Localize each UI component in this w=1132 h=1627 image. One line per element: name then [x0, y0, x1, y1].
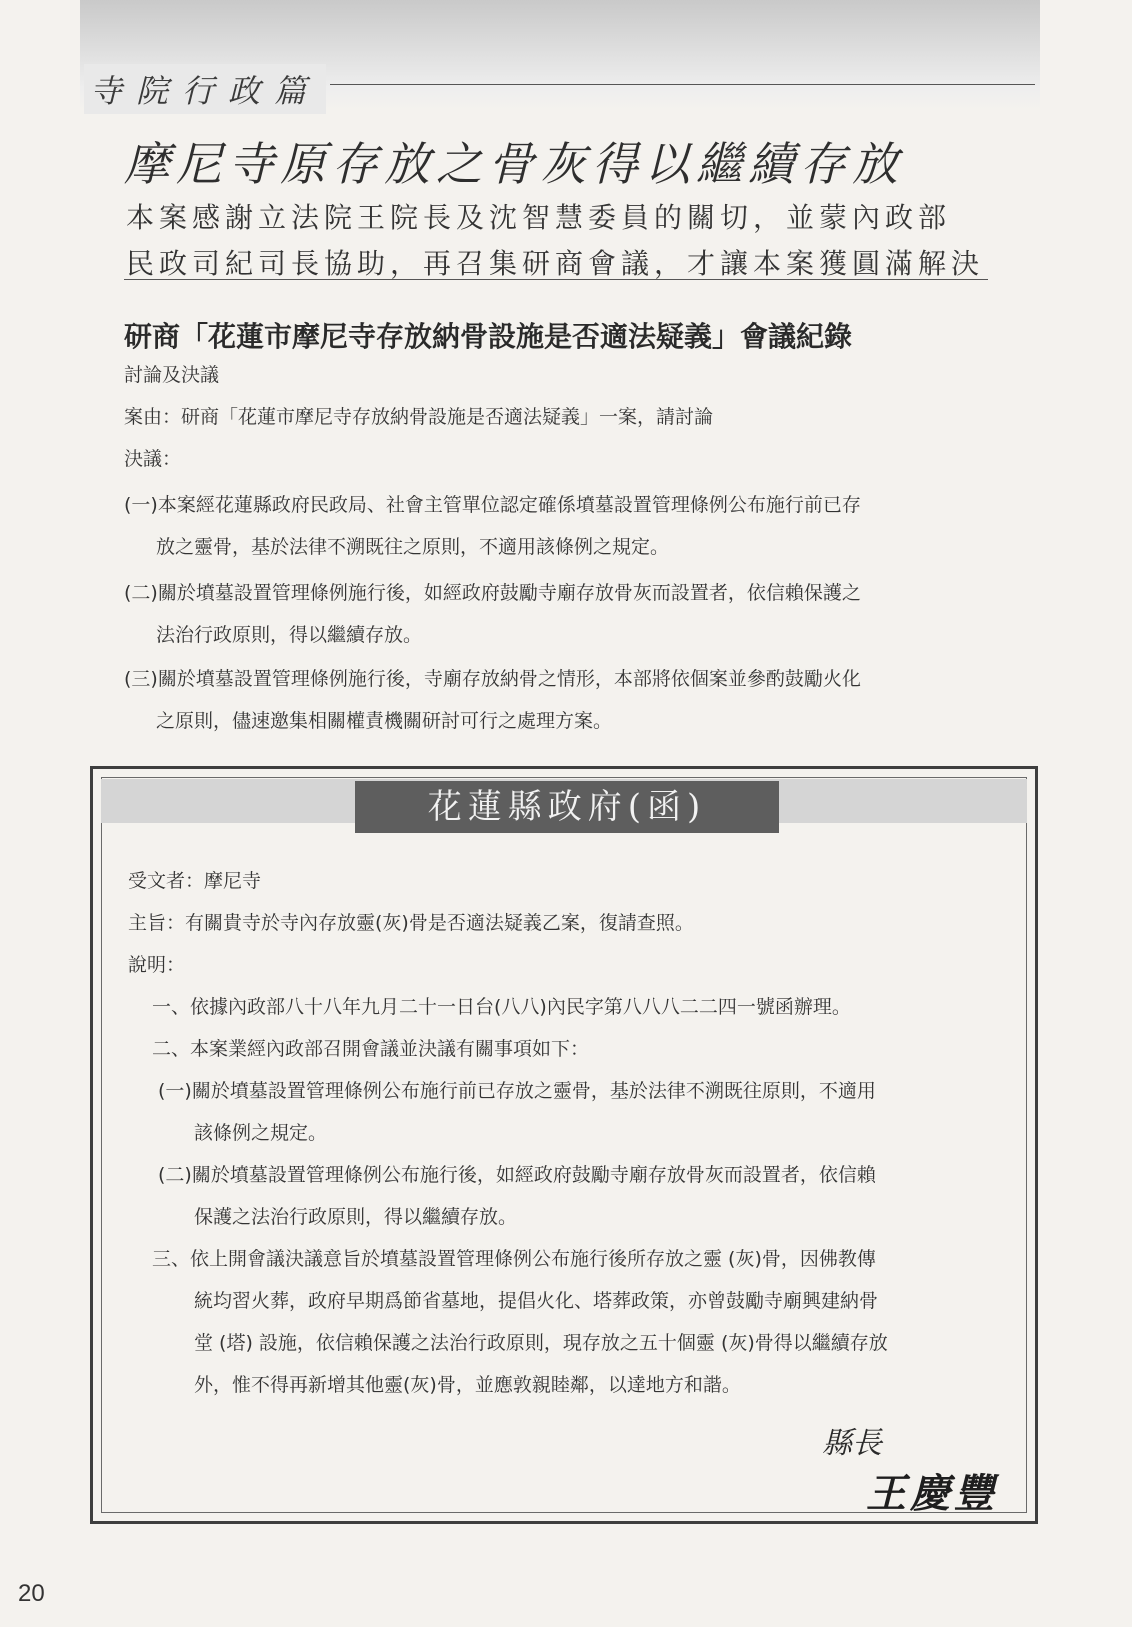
letter-line: 外，惟不得再新增其他靈(灰)骨，並應敦親睦鄰，以達地方和諧。 — [194, 1374, 741, 1396]
minutes-case: 案由：研商「花蓮市摩尼寺存放納骨設施是否適法疑義」一案，請討論 — [124, 406, 714, 428]
letter-line: 統均習火葬，政府早期爲節省墓地，提倡火化、塔葬政策，亦曾鼓勵寺廟興建納骨 — [194, 1290, 879, 1312]
letter-explanation-label: 說明： — [128, 954, 186, 976]
letter-line: 二、本案業經內政部召開會議並決議有關事項如下： — [152, 1038, 590, 1060]
minutes-title: 研商「花蓮市摩尼寺存放納骨設施是否適法疑義」會議紀錄 — [124, 320, 853, 353]
letter-line: (二)關於墳墓設置管理條例公布施行後，如經政府鼓勵寺廟存放骨灰而設置者，依信賴 — [158, 1164, 876, 1186]
resolution-item-3-line-1: (三)關於墳墓設置管理條例施行後，寺廟存放納骨之情形，本部將依個案並參酌鼓勵火化 — [124, 668, 861, 690]
minutes-heading: 討論及決議 — [124, 364, 220, 386]
letter-line: 堂 (塔) 設施，依信賴保護之法治行政原則，現存放之五十個靈 (灰)骨得以繼續存放 — [194, 1332, 888, 1354]
letter-recipient: 受文者：摩尼寺 — [128, 870, 262, 892]
minutes-resolution-label: 決議： — [124, 448, 182, 470]
section-label: 寺院行政篇 — [84, 64, 326, 114]
article-headline: 摩尼寺原存放之骨灰得以繼續存放 — [124, 137, 904, 191]
resolution-item-3-line-2: 之原則，儘速邀集相關權責機關研討可行之處理方案。 — [156, 710, 613, 732]
letter-line: (一)關於墳墓設置管理條例公布施行前已存放之靈骨，基於法律不溯既往原則，不適用 — [158, 1080, 876, 1102]
letter-line: 三、依上開會議決議意旨於墳墓設置管理條例公布施行後所存放之靈 (灰)骨，因佛教傳 — [152, 1248, 876, 1270]
signature-title: 縣長 — [822, 1426, 882, 1461]
section-divider — [330, 84, 1035, 85]
official-letter-title: 花蓮縣政府(函) — [355, 781, 779, 833]
letter-line: 該條例之規定。 — [194, 1122, 328, 1144]
signature-name: 王慶豐 — [866, 1470, 998, 1517]
subheadline-underline — [124, 279, 988, 280]
resolution-item-1-line-2: 放之靈骨，基於法律不溯既往之原則，不適用該條例之規定。 — [156, 536, 670, 558]
letter-subject: 主旨：有關貴寺於寺內存放靈(灰)骨是否適法疑義乙案，復請查照。 — [128, 912, 694, 934]
article-subheadline-line-2: 民政司紀司長協助，再召集研商會議，才讓本案獲圓滿解決 — [126, 247, 985, 280]
resolution-item-2-line-1: (二)關於墳墓設置管理條例施行後，如經政府鼓勵寺廟存放骨灰而設置者，依信賴保護之 — [124, 582, 861, 604]
letter-line: 保護之法治行政原則，得以繼續存放。 — [194, 1206, 518, 1228]
article-subheadline-line-1: 本案感謝立法院王院長及沈智慧委員的關切，並蒙內政部 — [126, 201, 952, 234]
resolution-item-1-line-1: (一)本案經花蓮縣政府民政局、社會主管單位認定確係墳墓設置管理條例公布施行前已存 — [124, 494, 861, 516]
letter-line: 一、依據內政部八十八年九月二十一日台(八八)內民字第八八八二二四一號函辦理。 — [152, 996, 851, 1018]
resolution-item-2-line-2: 法治行政原則，得以繼續存放。 — [156, 624, 423, 646]
page-number: 20 — [18, 1580, 45, 1607]
